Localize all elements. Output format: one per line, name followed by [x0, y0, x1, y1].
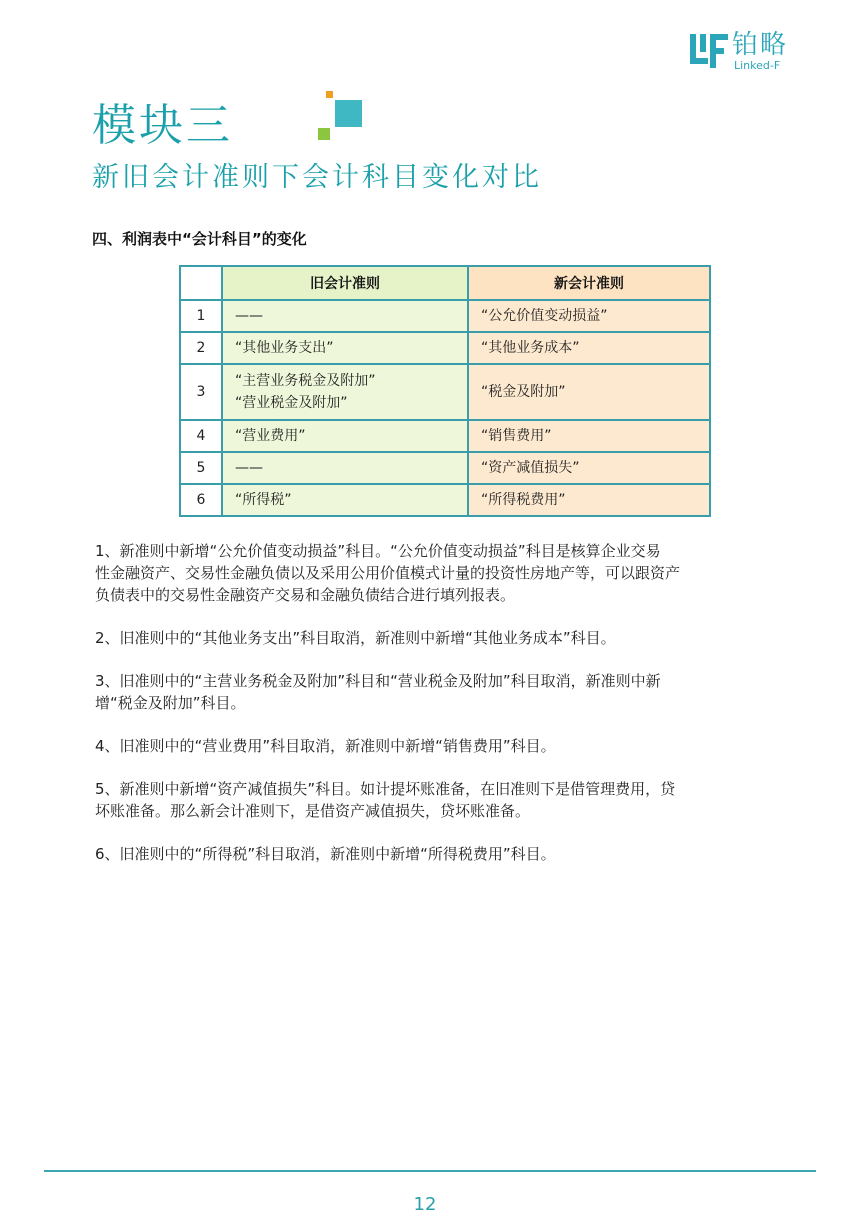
paragraph-line: 2、旧准则中的“其他业务支出”科目取消，新准则中新增“其他业务成本”科目。	[95, 629, 616, 647]
table-header-row	[180, 266, 710, 300]
paragraph-line: 坏账准备。那么新会计准则下，是借资产减值损失，贷坏账准备。	[95, 802, 531, 820]
old-account-cell	[222, 420, 468, 452]
paragraph-3	[95, 670, 795, 714]
row-number: 6	[180, 484, 222, 516]
new-account-cell	[468, 300, 710, 332]
paragraph-line: 4、旧准则中的“营业费用”科目取消，新准则中新增“销售费用”科目。	[95, 737, 556, 755]
paragraph-line: 1、新准则中新增“公允价值变动损益”科目。“公允价值变动损益”科目是核算企业交易	[95, 542, 661, 560]
paragraph-line: 3、旧准则中的“主营业务税金及附加”科目和“营业税金及附加”科目取消，新准则中新	[95, 672, 661, 690]
paragraph-2	[95, 627, 795, 649]
table-row	[180, 452, 710, 484]
new-account-text: “销售费用”	[481, 428, 552, 444]
paragraph-6	[95, 843, 795, 865]
old-account-text: “所得税”	[235, 492, 292, 508]
new-account-text: “所得税费用”	[481, 492, 566, 508]
new-account-text: “其他业务成本”	[481, 340, 580, 356]
old-account-cell	[222, 364, 468, 420]
row-number: 1	[180, 300, 222, 332]
header-new-standard: 新会计准则	[468, 266, 710, 300]
paragraph-line: 5、新准则中新增“资产减值损失”科目。如计提坏账准备，在旧准则下是借管理费用，贷	[95, 780, 676, 798]
new-account-cell	[468, 332, 710, 364]
row-number: 3	[180, 364, 222, 420]
old-account-text: “主营业务税金及附加”	[235, 373, 376, 389]
logo-english-name: Linked-F	[734, 59, 781, 72]
paragraph-1	[95, 540, 795, 606]
new-account-cell	[468, 364, 710, 420]
logo-chinese-name: 铂略	[732, 30, 789, 60]
row-number: 4	[180, 420, 222, 452]
brand-logo	[690, 30, 820, 76]
row-number: 2	[180, 332, 222, 364]
paragraph-line: 性金融资产、交易性金融负债以及采用公用价值模式计量的投资性房地产等，可以跟资产	[95, 564, 681, 582]
old-account-cell	[222, 452, 468, 484]
old-account-text: “营业费用”	[235, 428, 306, 444]
paragraph-line: 负债表中的交易性金融资产交易和金融负债结合进行填列报表。	[95, 586, 516, 604]
new-account-cell	[468, 484, 710, 516]
page-number: 12	[413, 1194, 437, 1215]
old-account-text: “营业税金及附加”	[235, 395, 348, 411]
paragraph-5	[95, 778, 795, 822]
table-row	[180, 300, 710, 332]
explanation-paragraphs	[95, 540, 795, 886]
new-account-cell	[468, 420, 710, 452]
old-account-cell	[222, 332, 468, 364]
header-old-standard: 旧会计准则	[222, 266, 468, 300]
decor-square-orange	[326, 91, 333, 98]
footer-divider	[44, 1170, 816, 1172]
decor-square-teal	[335, 100, 362, 127]
new-account-text: “资产减值损失”	[481, 460, 580, 476]
old-account-text: ——	[235, 308, 263, 324]
new-account-text: “公允价值变动损益”	[481, 308, 608, 324]
new-account-text: “税金及附加”	[481, 384, 566, 400]
table-row	[180, 484, 710, 516]
table-row	[180, 364, 710, 420]
paragraph-line: 6、旧准则中的“所得税”科目取消，新准则中新增“所得税费用”科目。	[95, 845, 556, 863]
comparison-table	[179, 265, 711, 517]
table-row	[180, 420, 710, 452]
old-account-cell	[222, 300, 468, 332]
old-account-text: ——	[235, 460, 263, 476]
paragraph-4	[95, 735, 795, 757]
section-heading: 四、利润表中“会计科目”的变化	[92, 230, 307, 248]
module-subtitle: 新旧会计准则下会计科目变化对比	[92, 162, 542, 193]
new-account-cell	[468, 452, 710, 484]
table-row	[180, 332, 710, 364]
paragraph-line: 增“税金及附加”科目。	[95, 694, 246, 712]
old-account-text: “其他业务支出”	[235, 340, 334, 356]
decor-square-green	[318, 128, 330, 140]
module-title: 模块三	[92, 100, 233, 151]
header-index-cell	[180, 266, 222, 300]
old-account-cell	[222, 484, 468, 516]
linked-f-logo-icon	[690, 32, 728, 70]
row-number: 5	[180, 452, 222, 484]
